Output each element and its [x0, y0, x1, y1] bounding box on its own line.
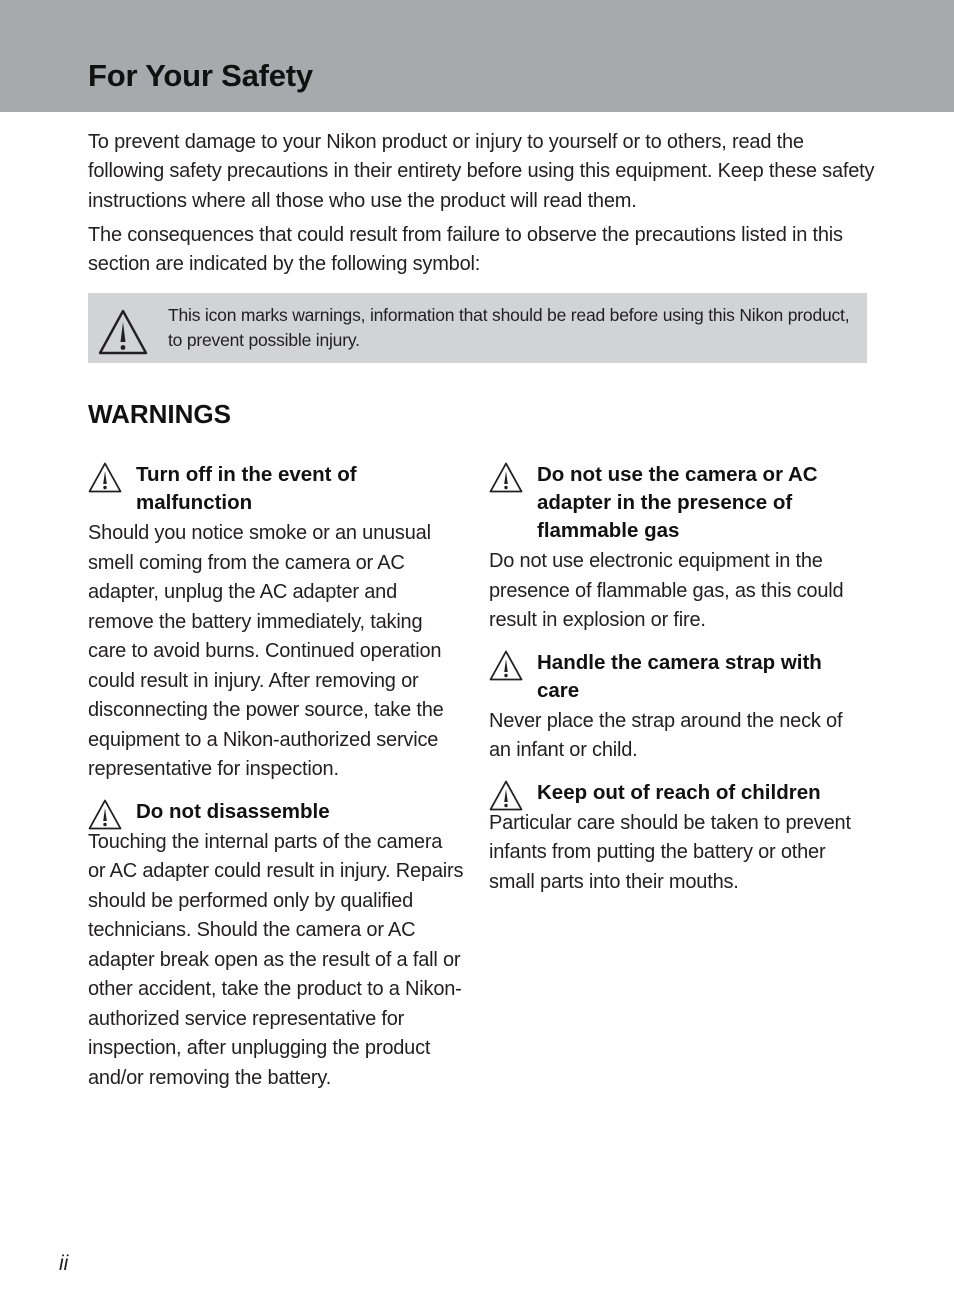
page-number: ii: [59, 1252, 69, 1275]
warning-body: Touching the internal parts of the camera or AC adapter could result in injury. Repairs should be performed only by qualified technicians. Should the camera or AC adapter break open as the result of a fall or other accident, take the product to a Nikon-authorized service representative for inspection, after unplugging the product and/or removing the battery.: [88, 830, 464, 1089]
warning-triangle-icon: [489, 780, 523, 811]
warning-item: [489, 461, 867, 636]
warnings-heading: WARNINGS: [88, 399, 231, 429]
header-band: [0, 0, 954, 112]
warning-item: [489, 649, 867, 766]
warning-symbol-notice: [88, 293, 867, 363]
intro-paragraph: The consequences that could result from failure to observe the precautions listed in this section are indicated by the following symbol:: [88, 223, 843, 276]
warning-body: Should you notice smoke or an unusual smell coming from the camera or AC adapter, unplug the AC adapter and remove the battery immediately, taking care to avoid burns. Continued operation could result in injury. After removing or disconnecting the power source, take the equipment to a Nikon-authorized service representative for inspection.: [88, 522, 444, 780]
warning-triangle-icon: [88, 799, 122, 830]
warning-title-text: Turn off in the event of malfunction: [136, 463, 357, 514]
warning-title: [489, 649, 867, 705]
warning-item: [489, 779, 867, 898]
warning-title-text: Do not disassemble: [136, 799, 330, 823]
notice-text: This icon marks warnings, information that should be read before using this Nikon product, to prevent possible injury.: [168, 305, 850, 350]
warning-title: [88, 798, 464, 826]
warnings-right-column: [489, 458, 867, 910]
warning-body: Particular care should be taken to prevent infants from putting the battery or other small parts into their mouths.: [489, 811, 851, 893]
warning-title-text: Handle the camera strap with care: [537, 650, 822, 702]
warning-title-text: Keep out of reach of children: [537, 780, 821, 804]
warning-body: Do not use electronic equipment in the presence of flammable gas, as this could result in explosion or fire.: [489, 550, 844, 631]
warning-title: [489, 779, 867, 807]
warning-triangle-icon: [98, 309, 148, 355]
intro: [88, 128, 878, 284]
warning-item: [88, 798, 464, 1094]
warning-title: [88, 461, 464, 517]
page-title: For Your Safety: [88, 58, 313, 93]
warning-item: [88, 461, 464, 785]
warning-body: Never place the strap around the neck of an infant or child.: [489, 709, 843, 761]
warning-triangle-icon: [489, 650, 523, 681]
warning-title: [489, 461, 867, 545]
intro-paragraph: To prevent damage to your Nikon product or injury to yourself or to others, read the following safety precautions in their entirety before using this equipment. Keep these safety instructions where all those who use the product will read them.: [88, 131, 875, 212]
warnings-left-column: [88, 458, 464, 1106]
warning-title-text: Do not use the camera or AC adapter in the presence of flammable gas: [537, 463, 818, 542]
warning-triangle-icon: [88, 462, 122, 493]
warning-triangle-icon: [489, 462, 523, 493]
